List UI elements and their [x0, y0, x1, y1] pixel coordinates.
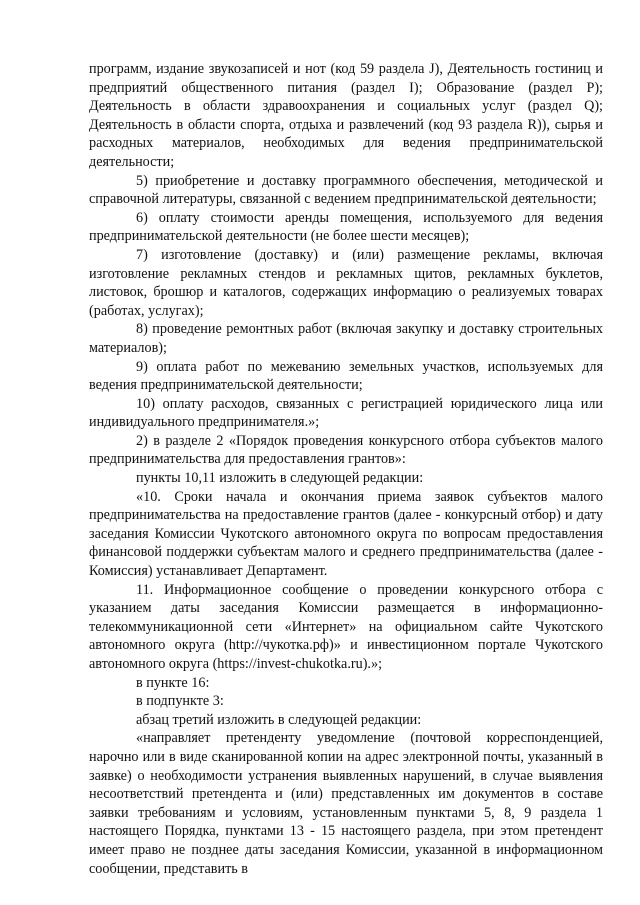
paragraph-notification: «направляет претенденту уведомление (почтовой корреспонденцией, нарочно или в виде сканированной копии на адрес электронной почты, указанный в заявке) о необходимости устранения выявленных нарушений, в случае выявления несоответствий претендента и (или) представленных им документов в составе заявки требованиям и условиям, установленным пунктами 5, 8, 9 раздела 1 настоящего Порядка, пунктами 13 - 15 настоящего раздела, при этом претендент имеет право не позднее даты заседания Комиссии, указанной в информационном сообщении, представить в: [89, 730, 603, 877]
paragraph-point-10: «10. Сроки начала и окончания приема заявок субъектов малого предпринимательства на предоставление грантов (далее - конкурсный отбор) и дату заседания Комиссии Чукотского автономного округа по вопросам предоставления финансовой поддержки субъектам малого и среднего предпринимательства (далее - Комиссия) устанавливает Департамент.: [89, 488, 603, 580]
paragraph-points-10-11: пункты 10,11 изложить в следующей редакции:: [136, 470, 424, 487]
paragraph-item-7: 7) изготовление (доставку) и (или) размещение рекламы, включая изготовление рекламных стендов и рекламных щитов, рекламных буклетов, листовок, брошюр и каталогов, содержащих информацию о реализуемых товарах (работах, услугах);: [89, 246, 603, 319]
paragraph-section-2: 2) в разделе 2 «Порядок проведения конкурсного отбора субъектов малого предпринимательства для предоставления грантов»:: [89, 432, 603, 468]
paragraph-point-11: 11. Информационное сообщение о проведении конкурсного отбора с указанием даты заседания Комиссии размещается в информационно-телекоммуникационной сети «Интернет» на официальном сайте Чукотского автономного округа (http://чукотка.рф)» и инвестиционном портале Чукотского автономного округа (https://invest-chukotka.ru).»;: [89, 581, 603, 672]
paragraph-item-5: 5) приобретение и доставку программного обеспечения, методической и справочной литературы, связанной с ведением предпринимательской деятельности;: [89, 172, 603, 208]
paragraph-item-9: 9) оплата работ по межеванию земельных участков, используемых для ведения предпринимательской деятельности;: [89, 358, 603, 394]
paragraph-item-10: 10) оплату расходов, связанных с регистрацией юридического лица или индивидуального предпринимателя.»;: [89, 395, 603, 431]
document-page: [89, 60, 603, 878]
paragraph-item-8: 8) проведение ремонтных работ (включая закупку и доставку строительных материалов);: [89, 321, 603, 356]
paragraph-item-6: 6) оплату стоимости аренды помещения, используемого для ведения предпринимательской деятельности (не более шести месяцев);: [89, 209, 603, 245]
paragraph-1: программ, издание звукозаписей и нот (код 59 раздела J), Деятельность гостиниц и предприятий общественного питания (раздел I); Образование (раздел P); Деятельность в области здравоохранения и социальных услуг (раздел Q); Деятельность в области спорта, отдыха и развлечений (код 93 раздела R)), сырья и расходных материалов, необходимых для ведения предпринимательской деятельности;: [89, 61, 603, 170]
paragraph-point-16: в пункте 16:: [136, 674, 210, 691]
paragraph-third-clause: абзац третий изложить в следующей редакции:: [136, 711, 422, 728]
paragraph-subpoint-3: в подпункте 3:: [136, 693, 224, 710]
